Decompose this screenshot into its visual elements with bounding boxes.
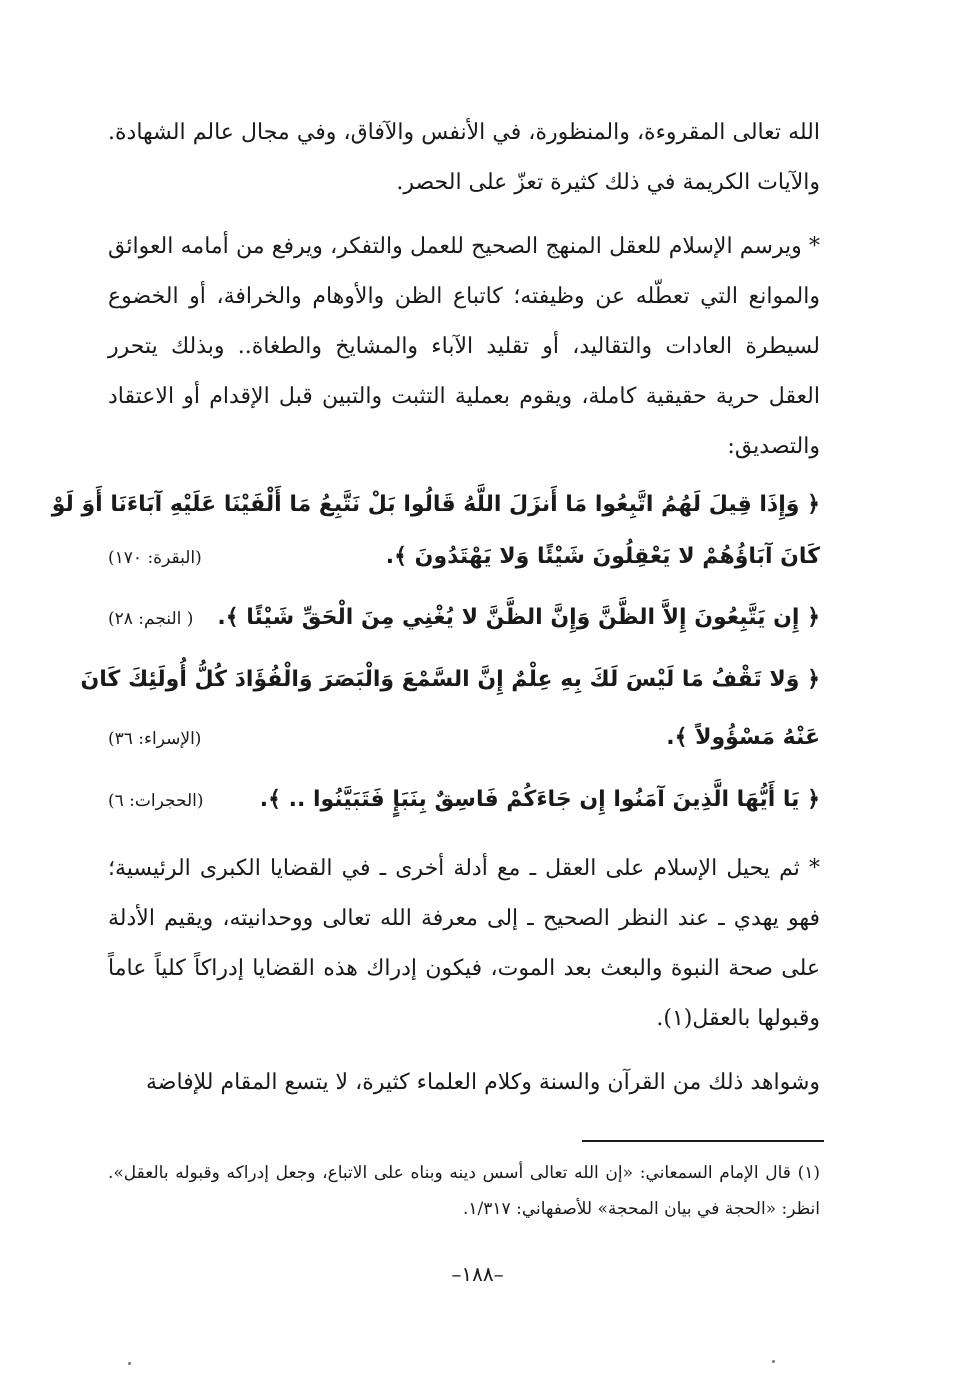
paragraph-evidence: وشواهد ذلك من القرآن والسنة وكلام العلماء كثيرة، لا يتسع المقام للإفاضة <box>145 1070 820 1095</box>
paragraph-method: * ويرسم الإسلام للعقل المنهج الصحيح للعمل والتفكر، ويرفع من أمامه العوائق والموانع التي تعطّله عن وظيفته؛ كاتباع الظن والأوهام والخرافة، أو الخضوع لسيطرة العادات والتقاليد، أو تقليد الآباء والمشايخ والطغاة.. وبذلك يتحرر العقل حرية حقيقية كاملة، ويقوم بعملية التثبت والتبين قبل الإقدام أو الاعتقاد والتصديق: <box>108 234 820 459</box>
verse-isra-line-1 <box>80 660 820 700</box>
scan-speck <box>128 1362 131 1365</box>
verse-text: ﴿ وَلا تَقْفُ مَا لَيْسَ لَكَ بِهِ عِلْمٌ إِنَّ السَّمْعَ وَالْبَصَرَ وَالْفُؤَادَ كُلُّ أُولَئِكَ كَانَ <box>80 667 820 692</box>
verse-hujurat <box>108 780 820 821</box>
verse-text: عَنْهُ مَسْؤُولاً ﴾. <box>666 725 820 750</box>
verse-baqarah-line-2 <box>108 537 820 578</box>
verse-reference: (البقرة: ١٧٠) <box>108 548 202 568</box>
verse-baqarah-line-1 <box>51 485 820 525</box>
scan-speck <box>772 1360 775 1363</box>
verse-text: ﴿ يَا أَيُّهَا الَّذِينَ آمَنُوا إِن جَاءَكُمْ فَاسِقٌ بِنَبَإٍ فَتَبَيَّنُوا .. ﴾. <box>259 787 820 812</box>
verse-text: ﴿ وَإِذَا قِيلَ لَهُمُ اتَّبِعُوا مَا أَنزَلَ اللَّهُ قَالُوا بَلْ نَتَّبِعُ مَا أَلْفَيْنَا عَلَيْهِ آبَاءَنَا أَوَ لَوْ <box>51 492 820 517</box>
verse-reference: (الحجرات: ٦) <box>108 791 204 811</box>
paragraph-intro: الله تعالى المقروءة، والمنظورة، في الأنفس والآفاق، وفي مجال عالم الشهادة. والآيات الكريمة في ذلك كثيرة تعزّ على الحصر. <box>108 120 820 195</box>
verse-najm <box>108 598 820 639</box>
verse-reference: ( النجم: ٢٨) <box>108 609 194 629</box>
verse-isra-line-2 <box>108 718 820 759</box>
verse-reference: (الإسراء: ٣٦) <box>108 729 202 749</box>
page-number: –١٨٨– <box>451 1262 504 1286</box>
footnote-divider <box>582 1140 824 1142</box>
verse-text: كَانَ آبَاؤُهُمْ لا يَعْقِلُونَ شَيْئًا وَلا يَهْتَدُونَ ﴾. <box>385 544 820 569</box>
paragraph-reason: * ثم يحيل الإسلام على العقل ـ مع أدلة أخرى ـ في القضايا الكبرى الرئيسية؛ فهو يهدي ـ عند النظر الصحيح ـ إلى معرفة الله تعالى ووحدانيته، ويقيم الأدلة على صحة النبوة والبعث بعد الموت، فيكون إدراك هذه القضايا إدراكاً كلياً عاماً وقبولها بالعقل(١). <box>108 856 820 1031</box>
verse-text: ﴿ إِن يَتَّبِعُونَ إِلاَّ الظَّنَّ وَإِنَّ الظَّنَّ لا يُغْنِي مِنَ الْحَقِّ شَيْئًا ﴾. <box>217 605 820 630</box>
footnote: (١) قال الإمام السمعاني: «إن الله تعالى أسس دينه وبناه على الاتباع، وجعل إدراكه وقبوله بالعقل». انظر: «الحجة في بيان المحجة» للأصفهاني: ١/٣١٧. <box>108 1163 820 1219</box>
